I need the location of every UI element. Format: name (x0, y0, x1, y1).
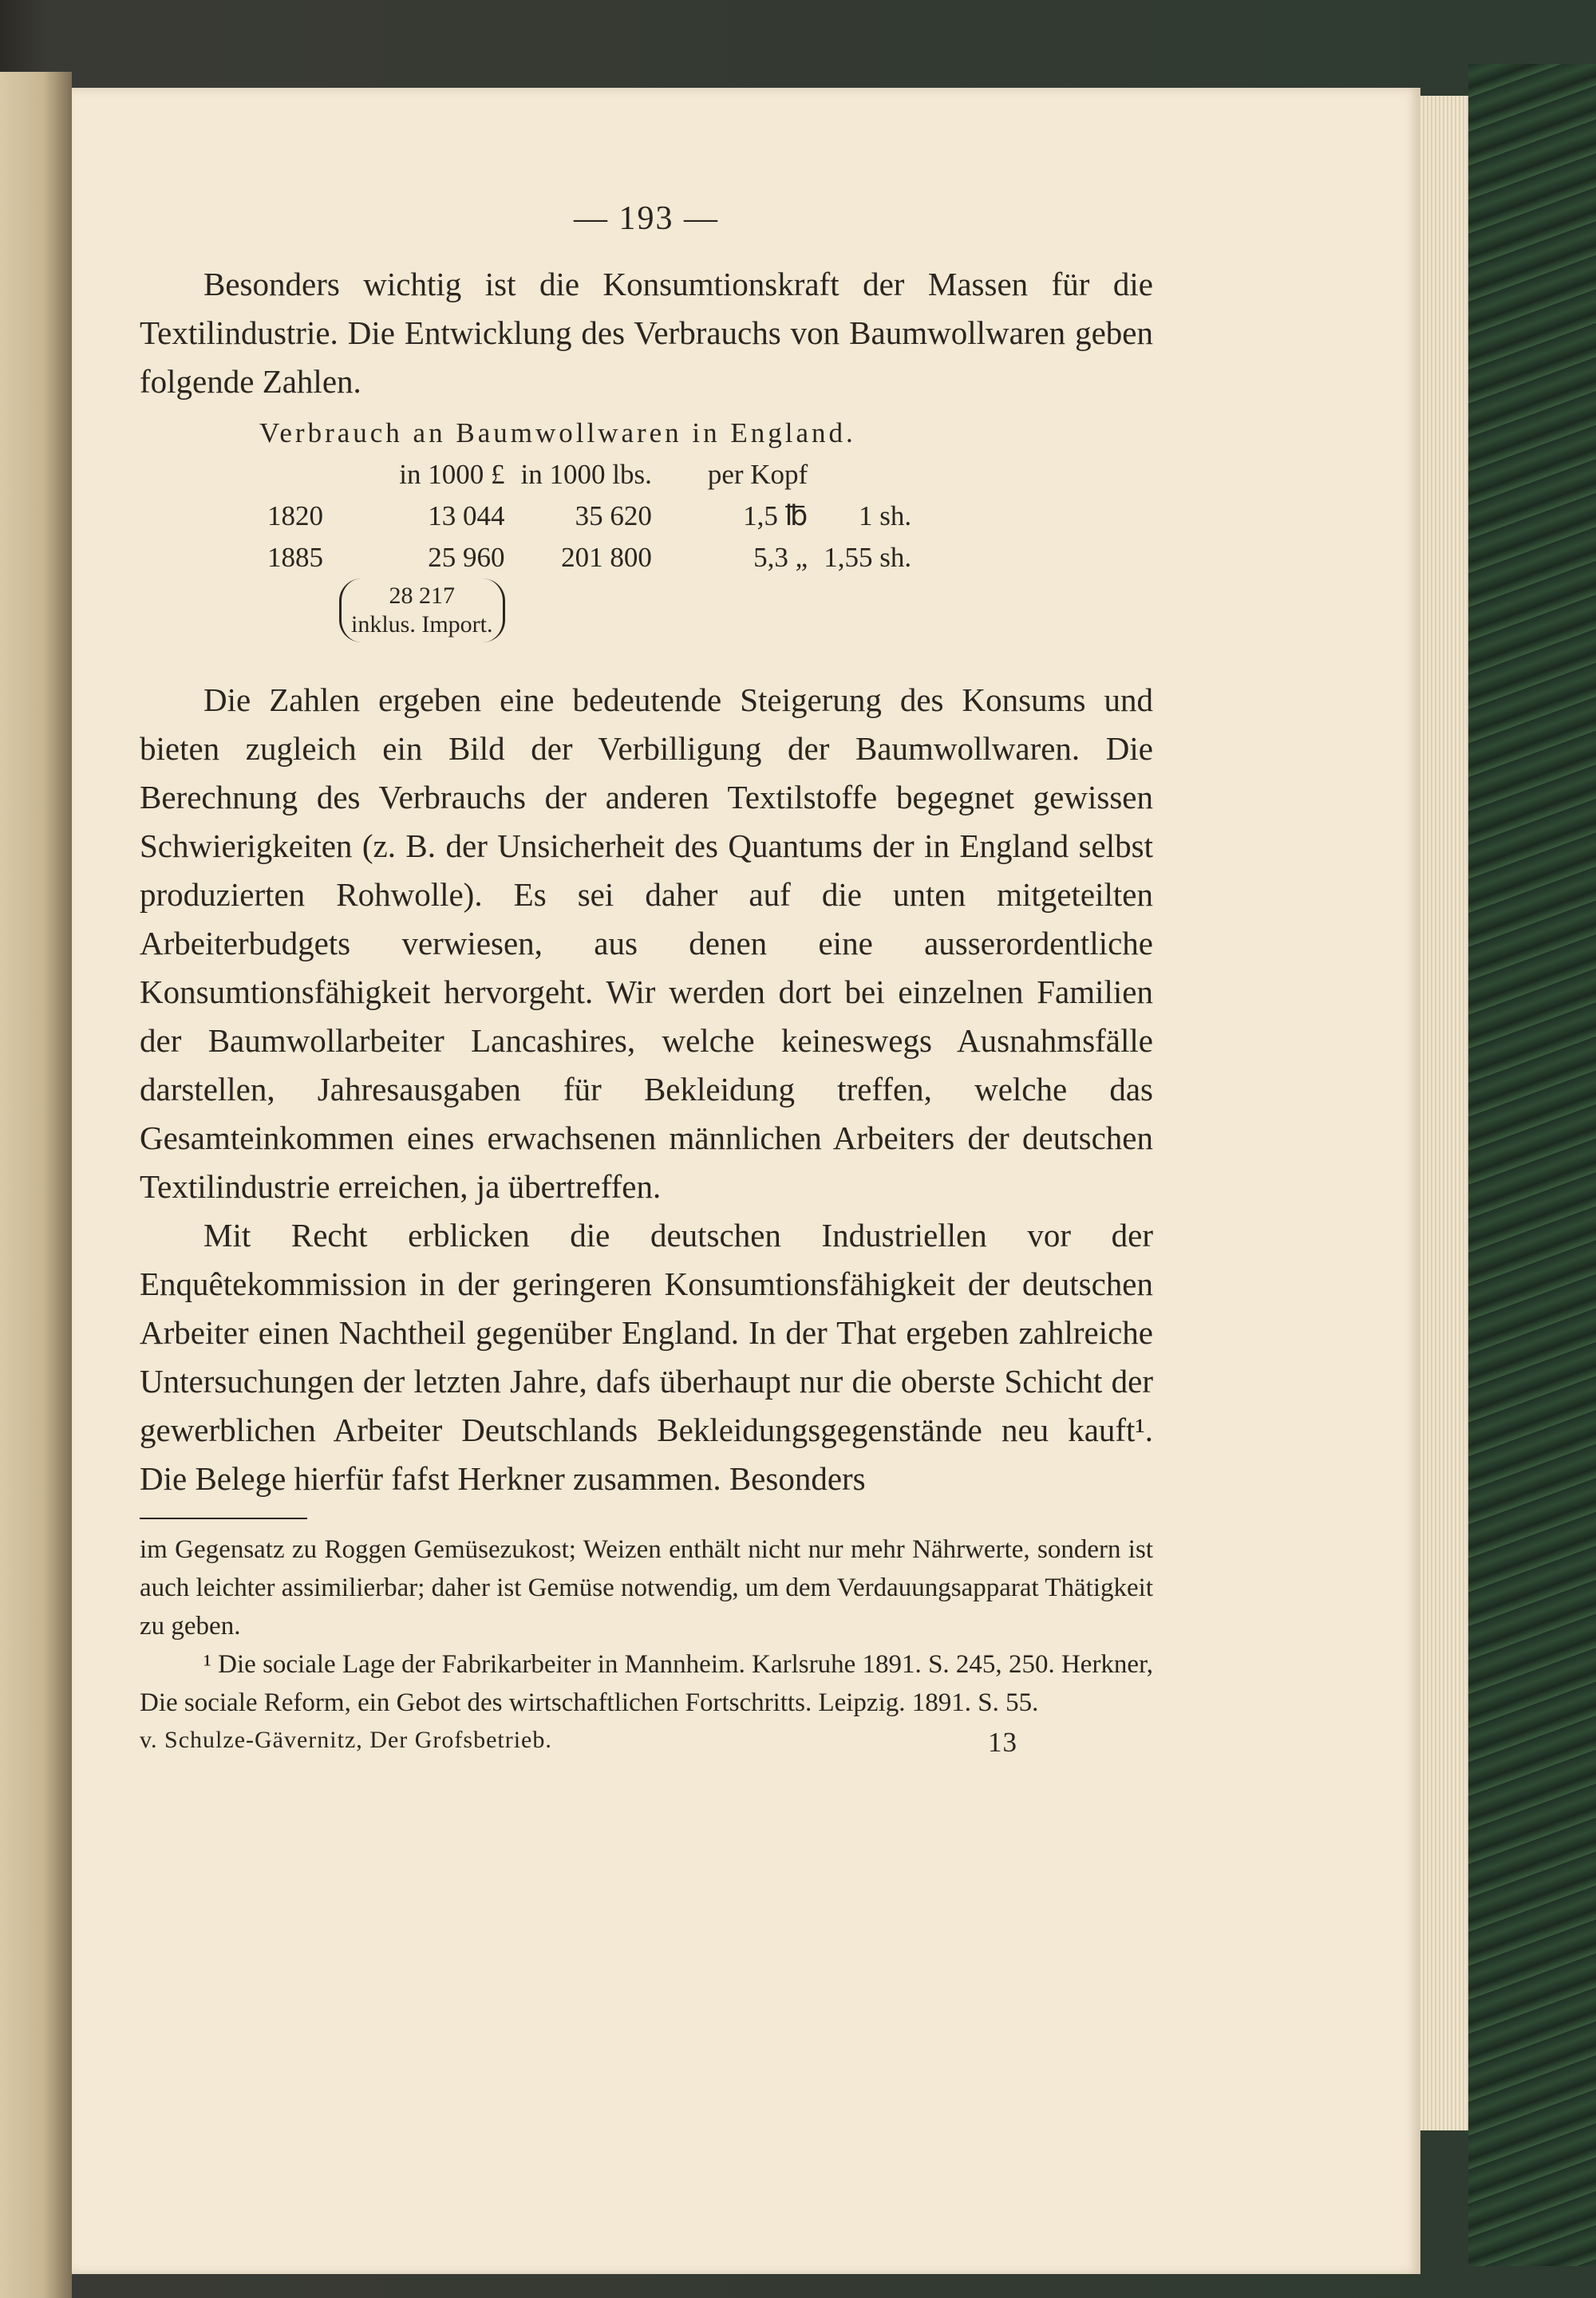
paragraph-1: Besonders wichtig ist die Konsumtionskraft der Massen für die Textilindustrie. Die Entwicklung des Verbrauchs von Baumwollwaren geben folgende Zahlen. (140, 266, 1153, 400)
signature-line (140, 1727, 1153, 1759)
signature-number: 13 (988, 1727, 1017, 1758)
table-header-cell (259, 454, 331, 496)
table-header-cell (816, 454, 919, 496)
table-cell: 1820 (267, 500, 323, 531)
table-cell: 25 960 (428, 542, 505, 573)
footnote-rule (140, 1518, 307, 1519)
table-header-cell: per Kopf (707, 459, 808, 490)
table-caption: Verbrauch an Baumwollwaren in England. (259, 417, 856, 448)
table-header-cell: in 1000 lbs. (520, 459, 652, 490)
signature-text: v. Schulze-Gävernitz, Der Grofsbetrieb. (140, 1727, 552, 1753)
import-note-text: inklus. Import. (351, 611, 493, 638)
table-cell: 201 800 (561, 542, 652, 573)
table-cell: 35 620 (575, 500, 652, 531)
import-note-value: 28 217 (389, 582, 455, 609)
table-cell: 13 044 (428, 500, 505, 531)
table-cell: 5,3 „ (753, 542, 808, 573)
table-row (259, 496, 919, 537)
table-header-cell: in 1000 £ (399, 459, 505, 490)
table-row (259, 537, 919, 578)
table-header-row (259, 454, 919, 496)
table-note-row (259, 578, 919, 644)
paragraph-3: Mit Recht erblicken die deutschen Industriellen vor der Enquêtekommission in der geringeren Konsumtionsfähigkeit der deutschen Arbeiter einen Nachtheil gegenüber England. In der That ergeben zahlreiche Untersuchungen der letzten Jahre, dafs überhaupt nur die oberste Schicht der gewerblichen Arbeiter Deutschlands Bekleidungsgegenstände neu kauft¹. Die Belege hierfür fafst Herkner zusammen. Besonders (140, 1217, 1153, 1497)
marbled-cover-edge (1468, 64, 1596, 2266)
footnote-1: ¹ Die sociale Lage der Fabrikarbeiter in Mannheim. Karlsruhe 1891. S. 245, 250. Herkner, Die sociale Reform, ein Gebot des wirtschaftlichen Fortschritts. Leipzig. 1891. S. 55. (140, 1650, 1153, 1717)
table-cell: 1,5 ℔ (743, 500, 808, 531)
page-number: — 193 — (574, 200, 719, 237)
table-cell: 1885 (267, 542, 323, 573)
table-cell: 1 sh. (858, 500, 912, 531)
facing-page-edge (0, 72, 72, 2298)
table-cell: 1,55 sh. (824, 542, 912, 573)
paragraph-2: Die Zahlen ergeben eine bedeutende Steigerung des Konsums und bieten zugleich ein Bild der Verbilligung der Baumwollwaren. Die Berechnung des Verbrauchs der anderen Textilstoffe begegnet gewissen Schwierigkeiten (z. B. der Unsicherheit des Quantums der in England selbst produzierten Rohwolle). Es sei daher auf die unten mitgeteilten Arbeiterbudgets verwiesen, aus denen eine ausserordentliche Konsumtionsfähigkeit hervorgeht. Wir werden dort bei einzelnen Familien der Baumwollarbeiter Lancashires, welche keineswegs Ausnahmsfälle darstellen, Jahresausgaben für Bekleidung treffen, welche das Gesamteinkommen eines erwachsenen männlichen Arbeiters der deutschen Textilindustrie erreichen, ja übertreffen. (140, 681, 1153, 1205)
page-content (140, 199, 1153, 1759)
consumption-table (259, 454, 919, 644)
import-note (339, 578, 505, 642)
footnote-continuation: im Gegensatz zu Roggen Gemüsezukost; Weizen enthält nicht nur mehr Nährwerte, sondern ist auch leichter assimilierbar; daher ist Gemüse notwendig, um dem Verdauungsapparat Thätigkeit zu geben. (140, 1535, 1153, 1641)
